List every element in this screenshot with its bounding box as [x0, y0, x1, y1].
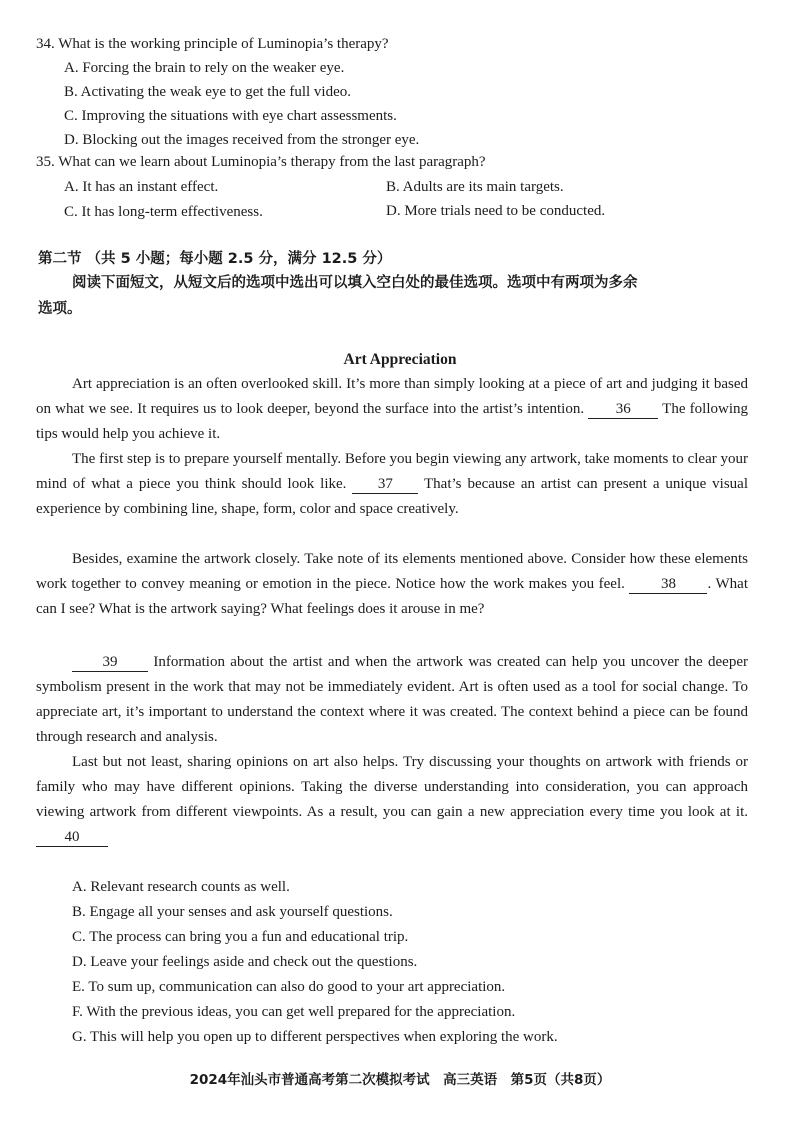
paragraph-4-text: Information about the artist and when the artwork was created can help you uncover the deeper symbolism present in the work that may not be immediately evident. Art is often used as a tool for social change. To appreciate art, it’s important to understand the context where it was created. The context behind a piece can be found through research and analysis. [36, 654, 748, 745]
choice-c: C. The process can bring you a fun and educational trip. [72, 929, 409, 945]
question-35-stem: 35. What can we learn about Luminopia’s therapy from the last paragraph? [36, 154, 486, 170]
passage-paragraph-5 [36, 750, 748, 850]
question-34-stem: 34. What is the working principle of Luminopia’s therapy? [36, 36, 389, 52]
passage-paragraph-1 [36, 372, 748, 447]
paragraph-1-text-b: The following tips would help you achieve it. [36, 401, 748, 442]
question-34-option-c: C. Improving the situations with eye chart assessments. [64, 108, 397, 124]
question-34-option-a: A. Forcing the brain to rely on the weaker eye. [64, 60, 345, 76]
choice-d: D. Leave your feelings aside and check out the questions. [72, 954, 418, 970]
paragraph-2-text-b: That’s because an artist can present a unique visual experience by combining line, shape, form, color and space creatively. [36, 476, 749, 517]
choice-g: G. This will help you open up to different perspectives when exploring the work. [72, 1029, 558, 1045]
question-35-option-a: A. It has an instant effect. [64, 179, 219, 195]
paragraph-2-text-a: The first step is to prepare yourself mentally. Before you begin viewing any artwork, take moments to clear your mind of what a piece you think should look like. [36, 451, 748, 492]
passage-paragraph-3 [36, 547, 748, 622]
choice-b: B. Engage all your senses and ask yourself questions. [72, 904, 393, 920]
blank-37[interactable]: 37 [352, 475, 418, 494]
blank-39[interactable]: 39 [72, 653, 148, 672]
question-35-option-d: D. More trials need to be conducted. [386, 203, 606, 219]
page-footer: 2024年汕头市普通高考第二次模拟考试 高三英语 第5页（共8页） [189, 1072, 611, 1088]
question-35-option-c: C. It has long-term effectiveness. [64, 204, 263, 220]
choice-a: A. Relevant research counts as well. [72, 879, 290, 895]
blank-38[interactable]: 38 [629, 575, 707, 594]
section-2-instruction: 阅读下面短文，从短文后的选项中选出可以填入空白处的最佳选项。选项中有两项为多余 [72, 275, 638, 291]
section-2-header: 第二节 （共 5 小题；每小题 2.5 分，满分 12.5 分） [38, 251, 392, 267]
paragraph-3-text-b: . What can I see? What is the artwork saying? What feelings does it arouse in me? [36, 576, 748, 617]
choice-f: F. With the previous ideas, you can get well prepared for the appreciation. [72, 1004, 516, 1020]
paragraph-5-text: Last but not least, sharing opinions on art also helps. Try discussing your thoughts on artwork with friends or family who may have different opinions. Taking the diverse understanding into consideration, you can approach viewing artwork from different viewpoints. As a result, you can gain a new appreciation every time you look at it. [36, 754, 748, 820]
blank-36[interactable]: 36 [588, 400, 658, 419]
section-2-instruction-cont: 选项。 [38, 301, 82, 317]
choice-e: E. To sum up, communication can also do good to your art appreciation. [72, 979, 506, 995]
paragraph-3-text-a: Besides, examine the artwork closely. Take note of its elements mentioned above. Consider how these elements work together to convey meaning or emotion in the piece. Notice how the work makes you feel. [36, 551, 748, 592]
question-35-option-b: B. Adults are its main targets. [386, 179, 564, 195]
passage-paragraph-4 [36, 650, 748, 750]
question-34-option-d: D. Blocking out the images received from the stronger eye. [64, 132, 420, 148]
question-34-option-b: B. Activating the weak eye to get the full video. [64, 84, 352, 100]
paragraph-1-text-a: Art appreciation is an often overlooked skill. It’s more than simply looking at a piece of art and judging it based on what we see. It requires us to look deeper, beyond the surface into the artist’s intention. [36, 376, 748, 417]
blank-40[interactable]: 40 [36, 828, 108, 847]
passage-paragraph-2 [36, 447, 748, 522]
passage-title: Art Appreciation [343, 351, 457, 368]
